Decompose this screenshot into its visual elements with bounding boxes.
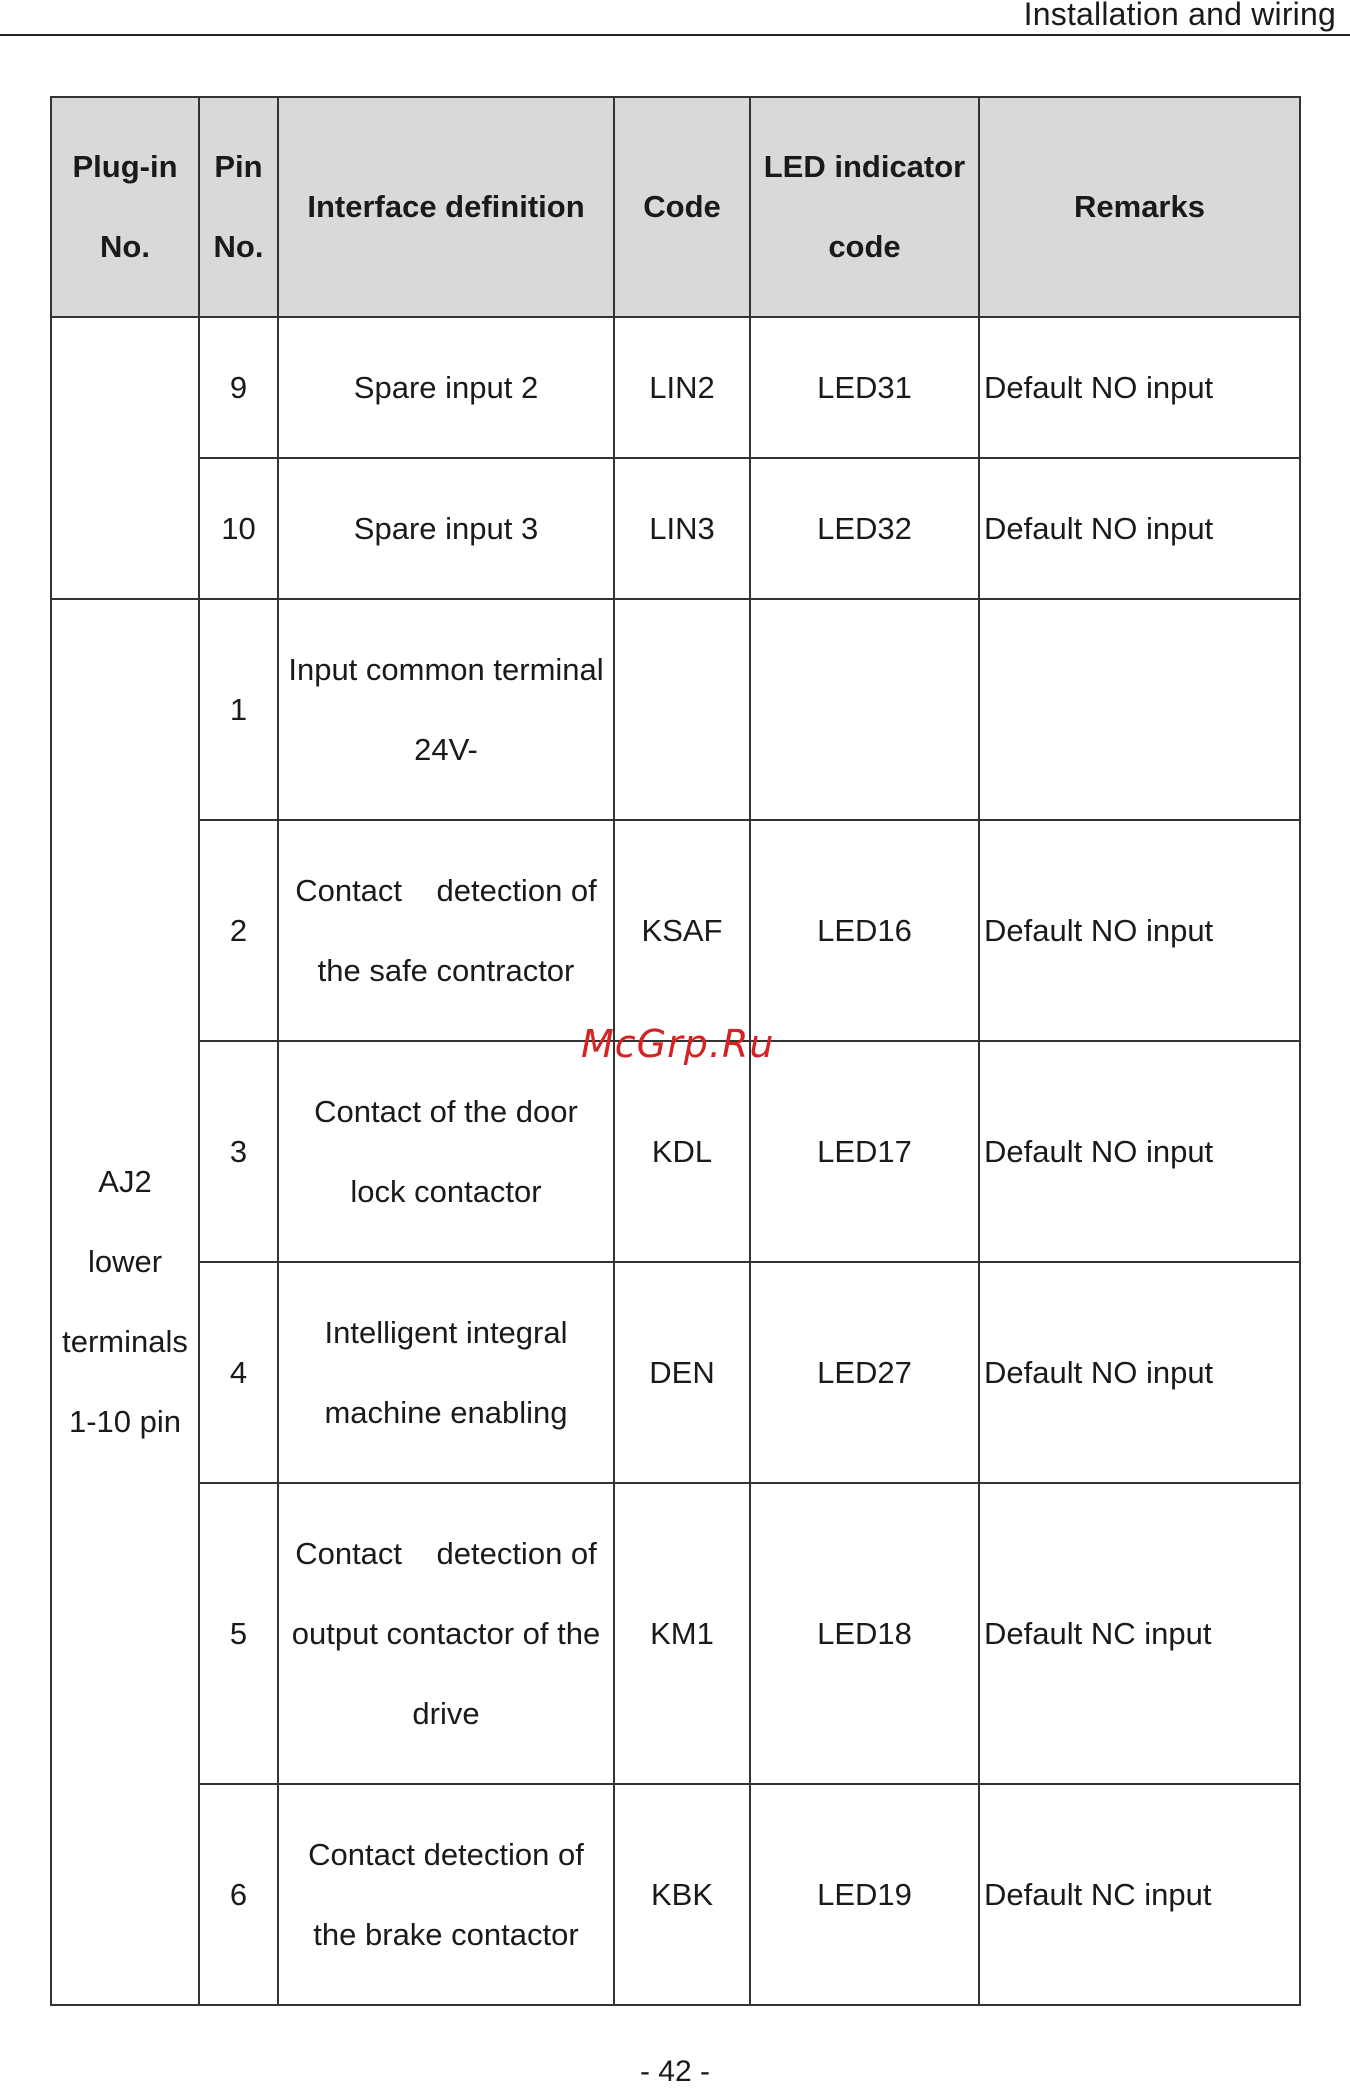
led-cell: LED32 [750,458,979,599]
watermark: McGrp.Ru [581,1022,775,1066]
remark-cell: Default NO input [979,458,1300,599]
remark-cell: Default NC input [979,1784,1300,2005]
plugin-cell-aj2: AJ2 lower terminals 1-10 pin [51,599,199,2005]
code-cell: LIN3 [614,458,750,599]
table-header-row [51,97,1300,317]
remark-cell: Default NC input [979,1483,1300,1784]
code-cell: DEN [614,1262,750,1483]
interface-cell: Intelligent integral machine enabling [278,1262,614,1483]
led-cell: LED18 [750,1483,979,1784]
interface-cell: Spare input 2 [278,317,614,458]
table-row [51,1262,1300,1483]
table-row [51,458,1300,599]
led-cell: LED19 [750,1784,979,2005]
led-cell: LED27 [750,1262,979,1483]
code-cell: KM1 [614,1483,750,1784]
pin-cell: 5 [199,1483,278,1784]
interface-cell: Spare input 3 [278,458,614,599]
table-row [51,820,1300,1041]
pin-cell: 1 [199,599,278,820]
table-row [51,1041,1300,1262]
code-cell: KBK [614,1784,750,2005]
interface-cell: Contact detection of output contactor of the drive [278,1483,614,1784]
interface-cell: Contact detection of the brake contactor [278,1784,614,2005]
led-cell: LED16 [750,820,979,1041]
header-divider [0,34,1350,36]
led-cell: LED31 [750,317,979,458]
code-cell: KDL [614,1041,750,1262]
interface-cell: Contact of the door lock contactor [278,1041,614,1262]
led-cell [750,599,979,820]
code-cell [614,599,750,820]
pin-cell: 3 [199,1041,278,1262]
remark-cell [979,599,1300,820]
remark-cell: Default NO input [979,1041,1300,1262]
code-cell: KSAF [614,820,750,1041]
table-row [51,1784,1300,2005]
code-cell: LIN2 [614,317,750,458]
section-title: Installation and wiring [1023,0,1336,32]
pin-cell: 2 [199,820,278,1041]
pin-cell: 4 [199,1262,278,1483]
interface-cell: Input common terminal 24V- [278,599,614,820]
table-row [51,599,1300,820]
col-interface-definition: Interface definition [278,97,614,317]
page-number: - 42 - [639,2055,711,2088]
remark-cell: Default NO input [979,820,1300,1041]
table-row [51,1483,1300,1784]
remark-cell: Default NO input [979,1262,1300,1483]
interface-cell: Contact detection of the safe contractor [278,820,614,1041]
table-row [51,317,1300,458]
plugin-cell-empty [51,317,199,599]
remark-cell: Default NO input [979,317,1300,458]
pin-cell: 9 [199,317,278,458]
col-plugin-no: Plug-in No. [51,97,199,317]
pin-cell: 10 [199,458,278,599]
led-cell: LED17 [750,1041,979,1262]
col-pin-no: Pin No. [199,97,278,317]
col-code: Code [614,97,750,317]
pin-cell: 6 [199,1784,278,2005]
col-led-indicator-code: LED indicator code [750,97,979,317]
col-remarks: Remarks [979,97,1300,317]
